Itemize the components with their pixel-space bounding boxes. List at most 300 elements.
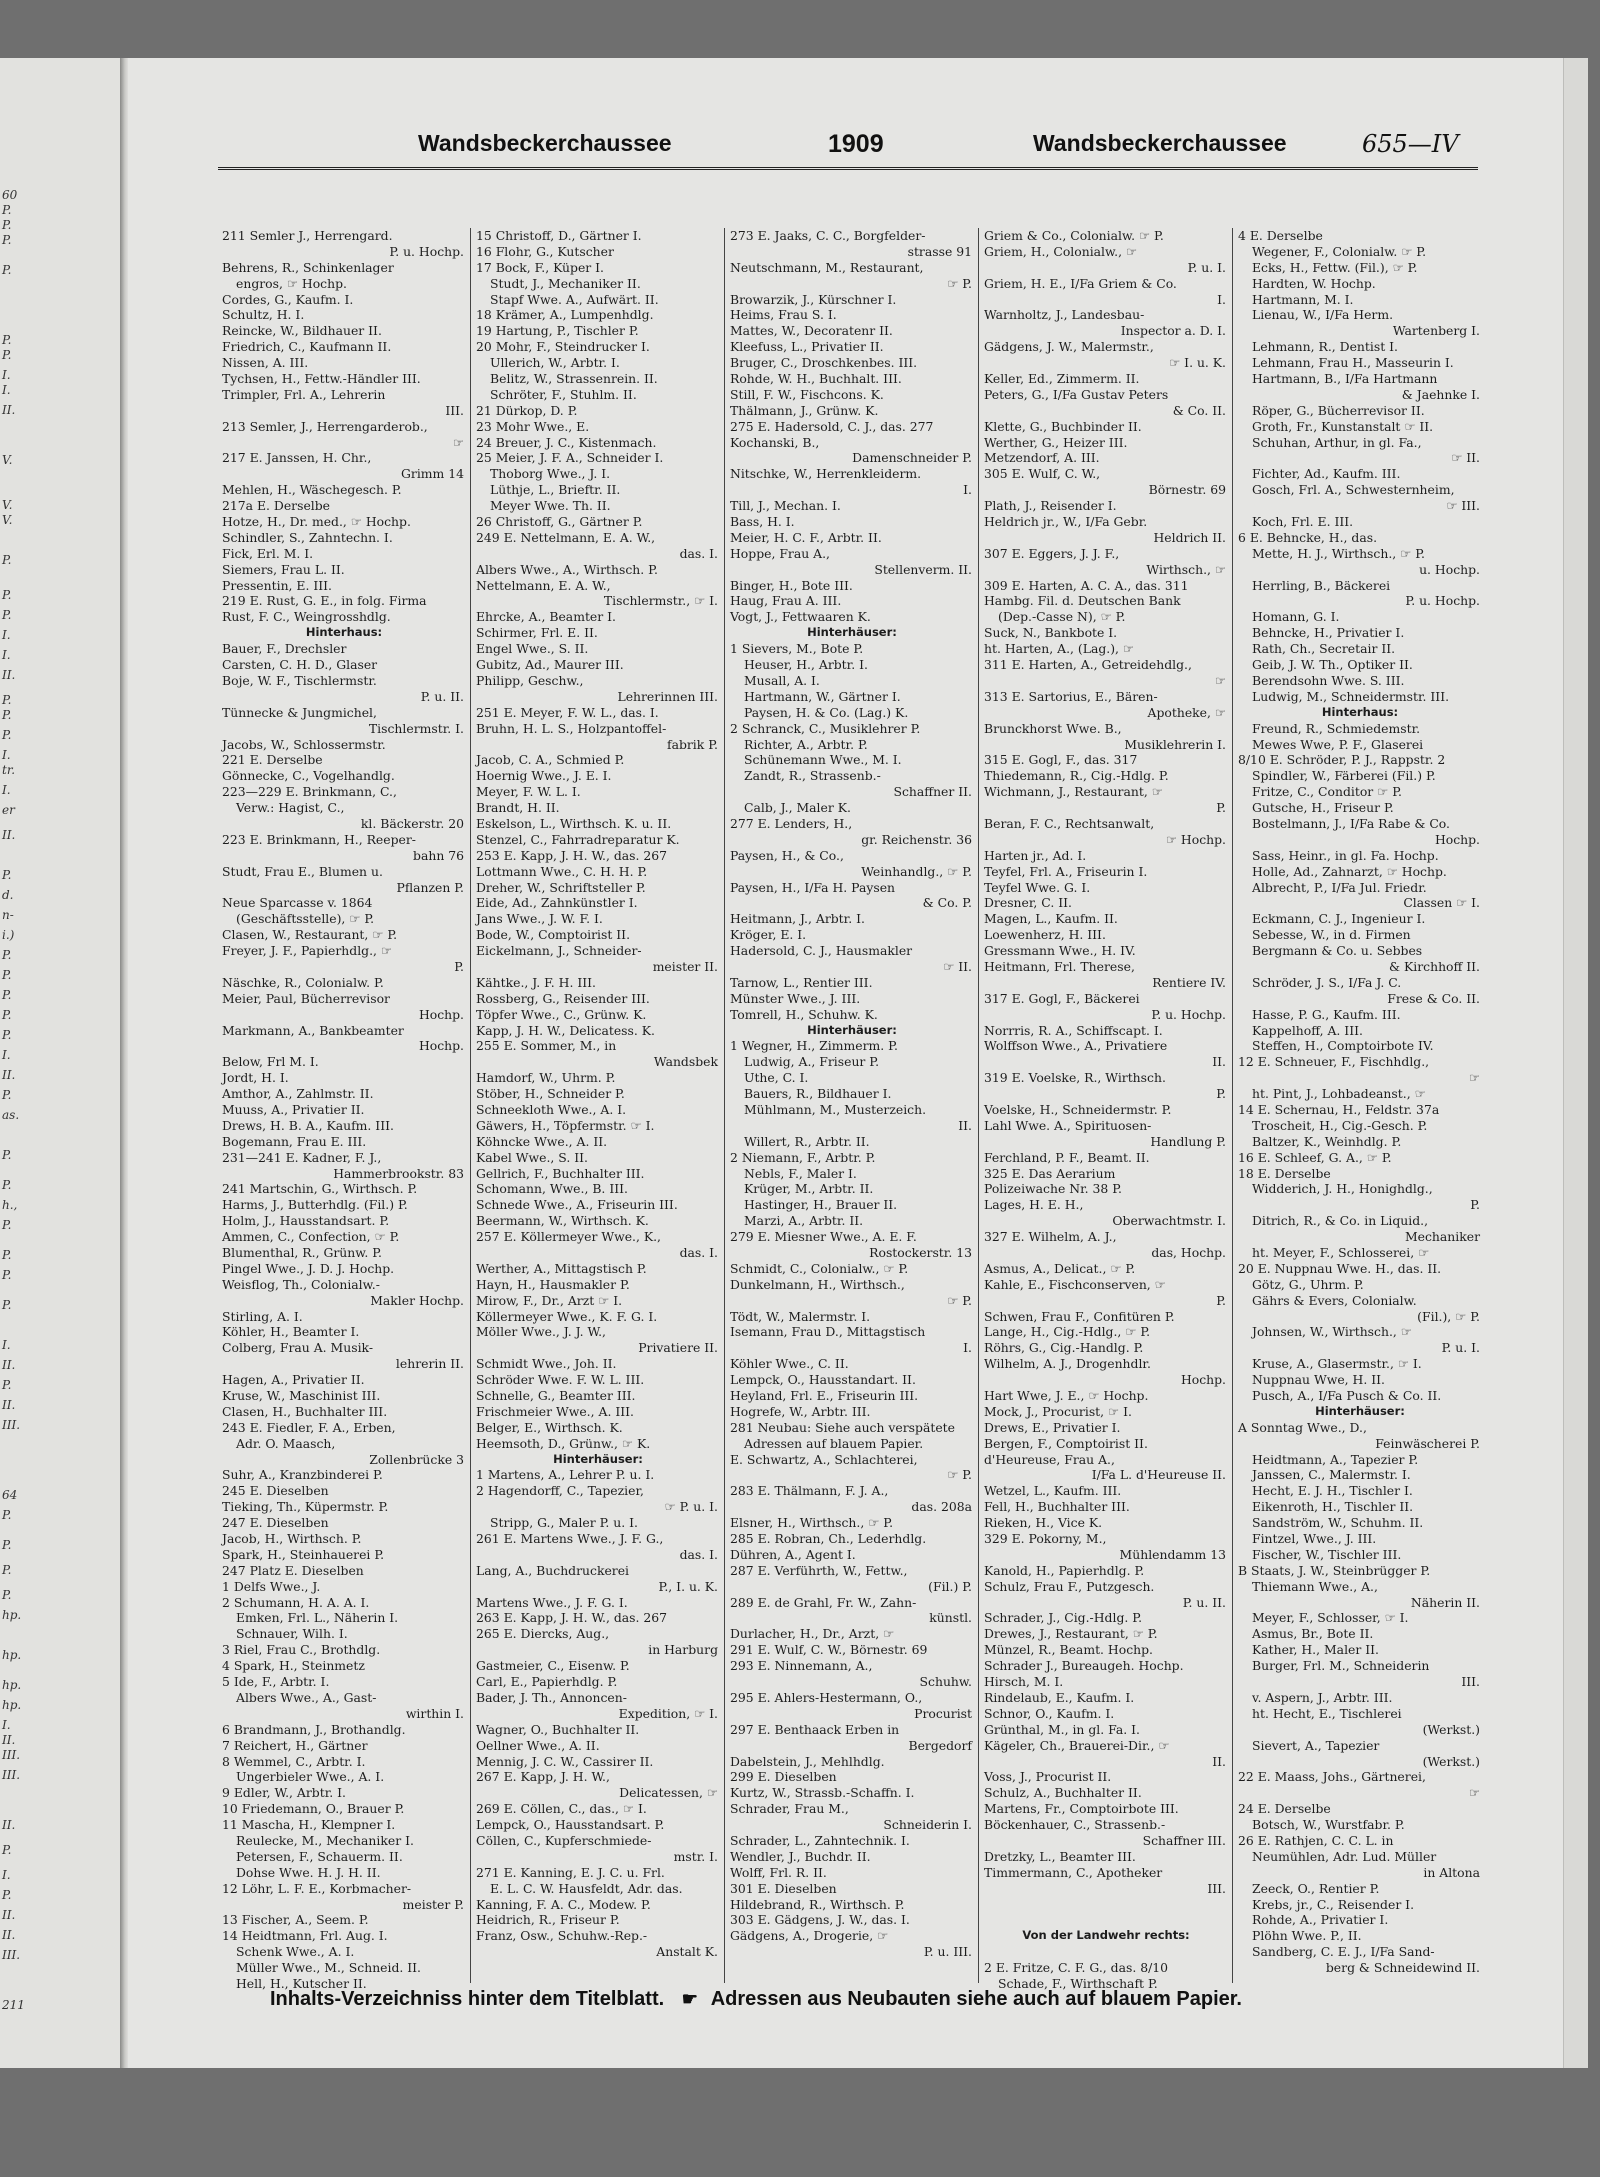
previous-page-fragment: P. — [2, 1378, 12, 1392]
street-title-left: Wandsbeckerchaussee — [418, 130, 672, 156]
previous-page-fragment: I. — [2, 368, 11, 382]
directory-entry: Griem, H. E., I/Fa Griem & Co. — [984, 275, 1177, 291]
directory-entry: das. I. — [679, 1245, 718, 1260]
directory-entry: Spark, H., Steinhauerei P. — [222, 1546, 385, 1562]
directory-entry: Mehlen, H., Wäschegesch. P. — [222, 482, 402, 498]
directory-entry: kl. Bäckerstr. 20 — [360, 815, 464, 831]
directory-entry: Schröter, F., Stuhlm. II. — [490, 386, 637, 402]
directory-entry: Plath, J., Reisender I. — [984, 498, 1117, 514]
directory-entry: Lempck, O., Hausstandsart. P. — [476, 1817, 665, 1833]
directory-entry: Stirling, A. I. — [222, 1308, 303, 1324]
directory-entry — [984, 1944, 1228, 1960]
directory-entry: Widderich, J. H., Honighdlg., — [1252, 1181, 1433, 1197]
directory-entry: 11 Mascha, H., Klempner I. — [222, 1817, 396, 1833]
directory-entry: Anstalt K. — [656, 1944, 718, 1960]
previous-page-fragment: P. — [2, 728, 12, 742]
directory-entry: Schrader, L., Zahntechnik. I. — [730, 1832, 910, 1848]
directory-entry: Asmus, Br., Bote II. — [1252, 1626, 1374, 1642]
directory-entry: 4 Spark, H., Steinmetz — [222, 1658, 365, 1674]
directory-entry: Hogrefe, W., Arbtr. III. — [730, 1403, 871, 1419]
directory-entry: Griem, H., Colonialw., ☞ — [984, 243, 1138, 259]
directory-entry: Plöhn Wwe. P., II. — [1252, 1928, 1362, 1944]
directory-entry: 23 Mohr Wwe., E. — [476, 418, 590, 434]
column-separator — [470, 228, 471, 1983]
directory-entry: Botsch, W., Wurstfabr. P. — [1252, 1817, 1405, 1833]
previous-page-fragment: II. — [2, 1358, 16, 1372]
year: 1909 — [828, 130, 884, 158]
directory-entry: Schindler, S., Zahntechn. I. — [222, 529, 393, 545]
directory-entry: 245 E. Dieselben — [222, 1483, 329, 1499]
directory-entry: Schultz, H. I. — [222, 307, 305, 323]
previous-page-fragment: 211 — [2, 1998, 25, 2012]
directory-entry: Lahl Wwe. A., Spirituosen- — [984, 1117, 1152, 1133]
directory-entry: Procurist — [914, 1705, 972, 1721]
previous-page-fragment: I. — [2, 1718, 11, 1732]
directory-entry: Till, J., Mechan. I. — [730, 498, 841, 514]
directory-entry: 281 Neubau: Siehe auch verspätete — [730, 1419, 955, 1435]
directory-entry: (Werkst.) — [1422, 1721, 1480, 1737]
directory-entry: Rath, Ch., Secretair II. — [1252, 641, 1396, 657]
directory-entry: Ungerbieler Wwe., A. I. — [236, 1769, 385, 1785]
section-heading: Hinterhaus: — [305, 625, 383, 640]
directory-entry: Expedition, ☞ I. — [618, 1705, 718, 1721]
directory-entry: 2 Niemann, F., Arbtr. P. — [730, 1149, 876, 1165]
directory-entry: Sandström, W., Schuhm. II. — [1252, 1515, 1424, 1531]
directory-entry: Kather, H., Maler II. — [1252, 1642, 1379, 1658]
directory-entry: ht. Harten, A., (Lag.), ☞ — [984, 641, 1135, 657]
directory-entry: Vogt, J., Fettwaaren K. — [730, 609, 871, 625]
directory-entry: Herrling, B., Bäckerei — [1252, 577, 1391, 593]
section-heading: Hinterhäuser: — [1315, 1403, 1405, 1418]
directory-entry: 277 E. Lenders, H., — [730, 815, 853, 831]
directory-entry: 219 E. Rust, G. E., in folg. Firma — [222, 593, 427, 609]
directory-entry: Lienau, W., I/Fa Herm. — [1252, 307, 1394, 323]
directory-entry: Rohde, A., Privatier I. — [1252, 1912, 1389, 1928]
directory-entry: Wegener, F., Colonialw. ☞ P. — [1252, 243, 1427, 259]
directory-entry: ☞ Hochp. — [1165, 831, 1226, 847]
directory-entry: Schröder Wwe. F. W. L. III. — [476, 1372, 645, 1388]
pointing-hand-icon: ☛ — [681, 1989, 698, 2009]
directory-entry: 2 Schranck, C., Musiklehrer P. — [730, 720, 921, 736]
directory-entry: das, Hochp. — [1151, 1245, 1226, 1260]
directory-entry: 2 Hagendorff, C., Tapezier, — [476, 1483, 644, 1499]
directory-entry: Hochp. — [418, 1006, 464, 1022]
previous-page-fragment: P. — [2, 588, 12, 602]
directory-entry: 21 Dürkop, D. P. — [476, 402, 578, 418]
directory-entry: Schaffner II. — [893, 784, 972, 800]
previous-page-fragment: I. — [2, 648, 11, 662]
directory-columns — [218, 228, 1480, 1991]
directory-entry: Köhler, H., Beamter I. — [222, 1324, 360, 1340]
directory-entry: 295 E. Ahlers-Hestermann, O., — [730, 1689, 923, 1705]
directory-entry: Meier, Paul, Bücherrevisor — [222, 990, 390, 1006]
directory-entry: 247 Platz E. Dieselben — [222, 1562, 364, 1578]
previous-page-fragment: 64 — [2, 1488, 18, 1502]
directory-entry: Schulz, Frau F., Putzgesch. — [984, 1578, 1155, 1594]
directory-entry: III. — [1461, 1674, 1480, 1690]
previous-page-fragment: P. — [2, 1563, 12, 1577]
directory-entry: Pusch, A., I/Fa Pusch & Co. II. — [1252, 1388, 1442, 1404]
directory-entry: Warnholtz, J., Landesbau- — [984, 307, 1145, 323]
directory-entry: 291 E. Wulf, C. W., Börnestr. 69 — [730, 1642, 928, 1658]
directory-entry: Schirmer, Frl. E. II. — [476, 625, 598, 641]
directory-entry: Kahle, E., Fischconserven, ☞ — [984, 1276, 1166, 1292]
directory-entry: Ullerich, W., Arbtr. I. — [490, 355, 620, 371]
directory-entry: (Werkst.) — [1422, 1753, 1480, 1769]
directory-entry: Lange, H., Cig.-Hdlg., ☞ P. — [984, 1324, 1151, 1340]
directory-entry: Wetzel, L., Kaufm. III. — [984, 1483, 1122, 1499]
directory-entry: Schünemann Wwe., M. I. — [744, 752, 902, 768]
directory-entry: Weisflog, Th., Colonialw.- — [222, 1276, 380, 1292]
directory-entry: Marzi, A., Arbtr. II. — [744, 1213, 864, 1229]
directory-entry: Schenk Wwe., A. I. — [236, 1944, 355, 1960]
directory-entry: 315 E. Gogl, F., das. 317 — [984, 752, 1138, 768]
previous-page-fragment: h., — [2, 1198, 18, 1212]
footer-index-note: Inhalts-Verzeichniss hinter dem Titelblatt. — [270, 1988, 665, 2010]
directory-entry: Bergedorf — [908, 1737, 972, 1753]
previous-page-fragment: P. — [2, 333, 12, 347]
directory-entry: Meyer Wwe. Th. II. — [490, 498, 611, 514]
directory-entry: P. u. Hochp. — [389, 243, 464, 259]
directory-entry: gr. Reichenstr. 36 — [861, 831, 972, 847]
previous-page-fragment: P. — [2, 203, 12, 217]
directory-entry: Albrecht, P., I/Fa Jul. Friedr. — [1252, 879, 1427, 895]
directory-entry: v. Aspern, J., Arbtr. III. — [1252, 1689, 1393, 1705]
directory-entry: 14 E. Schernau, H., Feldstr. 37a — [1238, 1101, 1440, 1117]
directory-entry: (Fil.), ☞ P. — [1417, 1308, 1480, 1324]
directory-entry: Harms, J., Butterhdlg. (Fil.) P. — [222, 1197, 408, 1213]
previous-page-fragment: V. — [2, 513, 13, 527]
directory-entry: 6 Brandmann, J., Brothandlg. — [222, 1721, 406, 1737]
directory-entry: Nebls, F., Maler I. — [744, 1165, 857, 1181]
directory-entry: Ditrich, R., & Co. in Liquid., — [1252, 1213, 1429, 1229]
directory-entry: Janssen, C., Malermstr. I. — [1252, 1467, 1411, 1483]
directory-entry: Hartmann, M. I. — [1252, 291, 1354, 307]
directory-entry: ☞ — [1468, 1070, 1480, 1086]
directory-entry: Still, F. W., Fischcons. K. — [730, 386, 884, 402]
directory-entry: Heuser, H., Arbtr. I. — [744, 657, 868, 673]
directory-entry: Hagen, A., Privatier II. — [222, 1372, 365, 1388]
directory-entry: P. — [454, 958, 464, 974]
directory-entry: Röhrs, G., Cig.-Handlg. P. — [984, 1340, 1144, 1356]
directory-entry: Zeeck, O., Rentier P. — [1252, 1880, 1380, 1896]
previous-page-fragment: P. — [2, 1218, 12, 1232]
directory-entry: 15 Christoff, D., Gärtner I. — [476, 228, 642, 243]
directory-entry: 267 E. Kapp, J. H. W., — [476, 1769, 610, 1785]
directory-entry: Bogemann, Frau E. III. — [222, 1133, 367, 1149]
directory-entry: Freund, R., Schmiedemstr. — [1252, 720, 1421, 736]
directory-entry: Engel Wwe., S. II. — [476, 641, 589, 657]
directory-entry: Lehmann, R., Dentist I. — [1252, 339, 1398, 355]
previous-page-fragment: P. — [2, 868, 12, 882]
footer-new-buildings-note: Adressen aus Neubauten siehe auch auf blauem Papier. — [710, 1988, 1242, 2010]
directory-entry: Haug, Frau A. III. — [730, 593, 842, 609]
directory-entry: 283 E. Thälmann, F. J. A., — [730, 1483, 889, 1499]
directory-entry: Frese & Co. II. — [1387, 990, 1480, 1006]
directory-entry: Heitmann, J., Arbtr. I. — [730, 911, 865, 927]
page-fold — [120, 58, 128, 2068]
directory-entry: 217 E. Janssen, H. Chr., — [222, 450, 372, 466]
directory-entry: Ecks, H., Fettw. (Fil.), ☞ P. — [1252, 259, 1418, 275]
directory-entry: Rostockerstr. 13 — [869, 1245, 972, 1260]
directory-entry: Below, Frl M. I. — [222, 1054, 319, 1070]
directory-entry: Paysen, H., & Co., — [730, 847, 844, 863]
directory-entry: Hochp. — [418, 1038, 464, 1054]
directory-entry: (Fil.) P. — [928, 1578, 972, 1594]
directory-entry: Wirthsch., ☞ — [1146, 561, 1226, 577]
directory-entry: Paysen, H., I/Fa H. Paysen — [730, 879, 896, 895]
directory-entry: künstl. — [929, 1610, 972, 1626]
previous-page-fragment: P. — [2, 1088, 12, 1102]
directory-entry: Gressmann Wwe., H. IV. — [984, 943, 1136, 959]
directory-entry: Albers Wwe., A., Gast- — [236, 1689, 377, 1705]
directory-entry: Wandsbek — [653, 1054, 718, 1070]
directory-entry: Elsner, H., Wirthsch., ☞ P. — [730, 1515, 894, 1531]
column-2 — [476, 228, 720, 1983]
directory-entry: Wendler, J., Buchdr. II. — [730, 1848, 871, 1864]
previous-page-fragment: V. — [2, 453, 13, 467]
directory-entry: Gosch, Frl. A., Schwesternheim, — [1252, 482, 1455, 498]
directory-entry: P. u. I. — [1441, 1340, 1480, 1356]
directory-entry: Gährs & Evers, Colonialw. — [1252, 1292, 1417, 1308]
previous-page-fragment: P. — [2, 1148, 12, 1162]
directory-entry: Binger, H., Bote III. — [730, 577, 853, 593]
directory-entry: 12 E. Schneuer, F., Fischhdlg., — [1238, 1054, 1430, 1070]
previous-page-fragment: P. — [2, 693, 12, 707]
directory-entry: meister P. — [402, 1896, 464, 1912]
directory-entry: Lehmann, Frau H., Masseurin I. — [1252, 355, 1454, 371]
directory-entry: 303 E. Gädgens, J. W., das. I. — [730, 1912, 910, 1928]
directory-entry: Gastmeier, C., Eisenw. P. — [476, 1658, 630, 1674]
directory-entry: ☞ — [1214, 672, 1226, 688]
directory-entry: Feinwäscherei P. — [1375, 1435, 1480, 1451]
directory-entry: 10 Friedemann, O., Brauer P. — [222, 1801, 405, 1817]
page-header — [218, 130, 1460, 170]
directory-entry: Tarnow, L., Rentier III. — [730, 974, 873, 990]
directory-entry: Baltzer, K., Weinhdlg. P. — [1252, 1133, 1402, 1149]
previous-page-fragment: P. — [2, 1268, 12, 1282]
directory-entry: Hecht, E. J. H., Tischler I. — [1252, 1483, 1413, 1499]
directory-entry: Petersen, F., Schauerm. II. — [236, 1848, 403, 1864]
directory-entry: Hochp. — [1434, 831, 1480, 847]
directory-entry: Bostelmann, J., I/Fa Rabe & Co. — [1252, 815, 1450, 831]
directory-entry: strasse 91 — [907, 243, 972, 259]
directory-entry: Kappelhoff, A. III. — [1252, 1022, 1363, 1038]
directory-entry: Gönnecke, C., Vogelhandlg. — [222, 768, 395, 784]
directory-entry: Privatiere II. — [638, 1340, 718, 1356]
directory-entry: 6 E. Behncke, H., das. — [1238, 529, 1378, 545]
directory-entry: Zandt, R., Strassenb.- — [744, 768, 881, 784]
directory-entry: Tischlermstr. I. — [368, 720, 464, 736]
directory-entry: 231—241 E. Kadner, F. J., — [222, 1149, 382, 1165]
directory-entry: Emken, Frl. L., Näherin I. — [236, 1610, 399, 1626]
directory-entry: Lempck, O., Hausstandart. II. — [730, 1372, 916, 1388]
directory-entry: 1 Martens, A., Lehrer P. u. I. — [476, 1467, 655, 1483]
directory-entry: Peters, G., I/Fa Gustav Peters — [984, 386, 1169, 402]
directory-entry: Schaffner III. — [1142, 1832, 1226, 1848]
directory-entry: Kägeler, Ch., Brauerei-Dir., ☞ — [984, 1737, 1170, 1753]
directory-entry: Hotze, H., Dr. med., ☞ Hochp. — [222, 514, 411, 530]
directory-entry: Uthe, C. I. — [744, 1070, 809, 1086]
directory-entry: E. L. C. W. Hausfeldt, Adr. das. — [490, 1880, 683, 1896]
directory-entry: Friedrich, C., Kaufmann II. — [222, 339, 392, 355]
directory-entry: Carl, E., Papierhdlg. P. — [476, 1674, 618, 1690]
directory-entry: P. u. Hochp. — [1151, 1006, 1226, 1022]
directory-entry: Thälmann, J., Grünw. K. — [730, 402, 879, 418]
directory-entry: Neue Sparcasse v. 1864 — [222, 895, 373, 911]
previous-page-fragment: III. — [2, 1418, 21, 1432]
directory-entry: 16 E. Schleef, G. A., ☞ P. — [1238, 1149, 1392, 1165]
directory-entry: Philipp, Geschw., — [476, 672, 584, 688]
directory-entry: Teyfel Wwe. G. I. — [984, 879, 1091, 895]
directory-entry: 243 E. Fiedler, F. A., Erben, — [222, 1419, 396, 1435]
directory-entry: 257 E. Köllermeyer Wwe., K., — [476, 1229, 661, 1245]
directory-entry: II. — [1212, 1054, 1226, 1070]
directory-entry: Lehrerinnen III. — [617, 688, 718, 704]
directory-entry: Fell, H., Buchhalter III. — [984, 1499, 1130, 1515]
directory-entry: Schrader, J., Cig.-Hdlg. P. — [984, 1610, 1143, 1626]
directory-entry: Möller Wwe., J. J. W., — [476, 1324, 606, 1340]
directory-entry: Meier, H. C. F., Arbtr. II. — [730, 529, 882, 545]
directory-entry: Inspector a. D. I. — [1120, 323, 1226, 339]
directory-entry: I. — [1217, 291, 1226, 307]
page-footer — [270, 1988, 1470, 2018]
previous-page-fragment: P. — [2, 968, 12, 982]
directory-entry: Belitz, W., Strassenrein. II. — [490, 371, 658, 387]
directory-entry: Jordt, H. I. — [222, 1070, 289, 1086]
previous-page-fragment: II. — [2, 1733, 16, 1747]
directory-entry: Rieken, H., Vice K. — [984, 1515, 1103, 1531]
directory-entry: das. I. — [679, 1546, 718, 1562]
directory-entry: Krebs, jr., C., Reisender I. — [1252, 1896, 1415, 1912]
directory-entry: 299 E. Dieselben — [730, 1769, 837, 1785]
directory-entry: Bode, W., Comptoirist II. — [476, 927, 631, 943]
directory-entry: P. — [1216, 800, 1226, 816]
directory-entry: Griem & Co., Colonialw. ☞ P. — [984, 228, 1164, 243]
directory-entry: Kurtz, W., Strassb.-Schaffn. I. — [730, 1785, 915, 1801]
directory-entry: 22 E. Maass, Johs., Gärtnerei, — [1238, 1769, 1426, 1785]
directory-entry: Troscheit, H., Cig.-Gesch. P. — [1252, 1117, 1428, 1133]
directory-entry: Frischmeier Wwe., A. III. — [476, 1403, 634, 1419]
directory-entry: engros, ☞ Hochp. — [236, 275, 347, 291]
directory-entry: Rentiere IV. — [1152, 974, 1226, 990]
directory-entry: 4 E. Derselbe — [1238, 228, 1323, 243]
directory-entry: Schwen, Frau F., Confitüren P. — [984, 1308, 1175, 1324]
directory-entry: Wilhelm, A. J., Drogenhdlr. — [984, 1356, 1151, 1372]
directory-entry: Durlacher, H., Dr., Arzt, ☞ — [730, 1626, 895, 1642]
directory-entry: 1 Sievers, M., Bote P. — [730, 641, 864, 657]
directory-entry: & Kirchhoff II. — [1389, 958, 1480, 974]
directory-entry — [984, 1912, 1228, 1928]
directory-entry: Lüthje, L., Brieftr. II. — [490, 482, 621, 498]
previous-page-fragment: II. — [2, 668, 16, 682]
directory-entry: Dreher, W., Schriftsteller P. — [476, 879, 646, 895]
previous-page-fragment: i.) — [2, 928, 15, 942]
directory-entry: Schrader J., Bureaugeh. Hochp. — [984, 1658, 1184, 1674]
directory-entry: Dunkelmann, H., Wirthsch., — [730, 1276, 905, 1292]
directory-entry: Browarzik, J., Kürschner I. — [730, 291, 897, 307]
directory-entry: Behrens, R., Schinkenlager — [222, 259, 394, 275]
directory-entry: Suck, N., Bankbote I. — [984, 625, 1118, 641]
directory-entry: Polizeiwache Nr. 38 P. — [984, 1181, 1122, 1197]
directory-entry: Makler Hochp. — [370, 1292, 464, 1308]
directory-entry: Behncke, H., Privatier I. — [1252, 625, 1405, 641]
directory-entry: Clasen, W., Restaurant, ☞ P. — [222, 927, 398, 943]
directory-entry: Mattes, W., Decoratenr II. — [730, 323, 893, 339]
directory-entry: E. Schwartz, A., Schlachterei, — [730, 1451, 918, 1467]
directory-entry: Musall, A. I. — [744, 672, 820, 688]
previous-page-fragment: P. — [2, 1888, 12, 1902]
directory-entry: Burger, Frl. M., Schneiderin — [1252, 1658, 1430, 1674]
directory-entry: P. u. II. — [1182, 1594, 1226, 1610]
directory-entry: Hasse, P. G., Kaufm. III. — [1252, 1006, 1401, 1022]
directory-entry: Bruhn, H. L. S., Holzpantoffel- — [476, 720, 667, 736]
previous-page-fragment: P. — [2, 1588, 12, 1602]
directory-entry: Jacobs, W., Schlossermstr. — [222, 736, 386, 752]
directory-entry: 311 E. Harten, A., Getreidehdlg., — [984, 657, 1192, 673]
directory-entry: Albers Wwe., A., Wirthsch. P. — [476, 561, 658, 577]
directory-entry: 275 E. Hadersold, C. J., das. 277 — [730, 418, 934, 434]
previous-page-fragment: II. — [2, 403, 16, 417]
directory-entry: Gädgens, A., Drogerie, ☞ — [730, 1928, 889, 1944]
directory-entry: Fritze, C., Conditor ☞ P. — [1252, 784, 1402, 800]
section-heading: Hinterhäuser: — [807, 1022, 897, 1037]
directory-entry: 223—229 E. Brinkmann, C., — [222, 784, 397, 800]
previous-page-fragment: V. — [2, 498, 13, 512]
directory-entry: 26 E. Rathjen, C. C. L. in — [1238, 1832, 1394, 1848]
directory-entry: ☞ P. u. I. — [664, 1499, 718, 1515]
directory-entry: Hildebrand, R., Wirthsch. P. — [730, 1896, 905, 1912]
section-heading: Hinterhäuser: — [807, 625, 897, 640]
directory-entry: 8/10 E. Schröder, P. J., Rappstr. 2 — [1238, 752, 1446, 768]
previous-page-fragment: hp. — [2, 1678, 22, 1692]
directory-entry: Koch, Frl. E. III. — [1252, 514, 1354, 530]
directory-entry: Schneekloth Wwe., A. I. — [476, 1101, 627, 1117]
directory-entry: Keller, Ed., Zimmerm. II. — [984, 371, 1140, 387]
directory-entry: Thoborg Wwe., J. I. — [490, 466, 611, 482]
directory-entry: Homann, G. I. — [1252, 609, 1340, 625]
directory-entry: Rohde, W. H., Buchhalt. III. — [730, 371, 902, 387]
directory-entry: Heitmann, Frl. Therese, — [984, 958, 1135, 974]
directory-entry: Bruger, C., Droschkenbes. III. — [730, 355, 918, 371]
directory-entry: Mennig, J. C. W., Cassirer II. — [476, 1753, 654, 1769]
directory-entry: Harten jr., Ad. I. — [984, 847, 1087, 863]
directory-entry: Apotheke, ☞ — [1147, 704, 1226, 720]
directory-entry: Pflanzen P. — [396, 879, 464, 895]
directory-entry: Zollenbrücke 3 — [369, 1451, 464, 1467]
directory-entry: Norrris, R. A., Schiffscapt. I. — [984, 1022, 1163, 1038]
directory-entry: Hart Wwe, J. E., ☞ Hochp. — [984, 1388, 1149, 1404]
directory-entry: Lang, A., Buchdruckerei — [476, 1562, 630, 1578]
directory-entry: Willert, R., Arbtr. II. — [744, 1133, 870, 1149]
directory-entry: Köhncke Wwe., A. II. — [476, 1133, 608, 1149]
directory-entry: ☞ P. — [947, 275, 972, 291]
directory-entry: Eickelmann, J., Schneider- — [476, 943, 642, 959]
directory-entry: P. — [1216, 1292, 1226, 1308]
directory-entry: Drews, H. B. A., Kaufm. III. — [222, 1117, 394, 1133]
directory-entry: Brunckhorst Wwe. B., — [984, 720, 1122, 736]
directory-entry: Freyer, J. F., Papierhdlg., ☞ — [222, 943, 393, 959]
directory-entry: Lottmann Wwe., C. H. H. P. — [476, 863, 648, 879]
directory-entry: Amthor, A., Zahlmstr. II. — [222, 1086, 374, 1102]
directory-entry: Schulz, A., Buchhalter II. — [984, 1785, 1142, 1801]
directory-entry: Reincke, W., Bildhauer II. — [222, 323, 382, 339]
directory-entry: & Co. II. — [1172, 402, 1226, 418]
directory-entry: Lages, H. E. H., — [984, 1197, 1084, 1213]
directory-entry: 25 Meier, J. F. A., Schneider I. — [476, 450, 664, 466]
directory-entry: Ammen, C., Confection, ☞ P. — [222, 1229, 400, 1245]
directory-entry: fabrik P. — [666, 736, 718, 752]
